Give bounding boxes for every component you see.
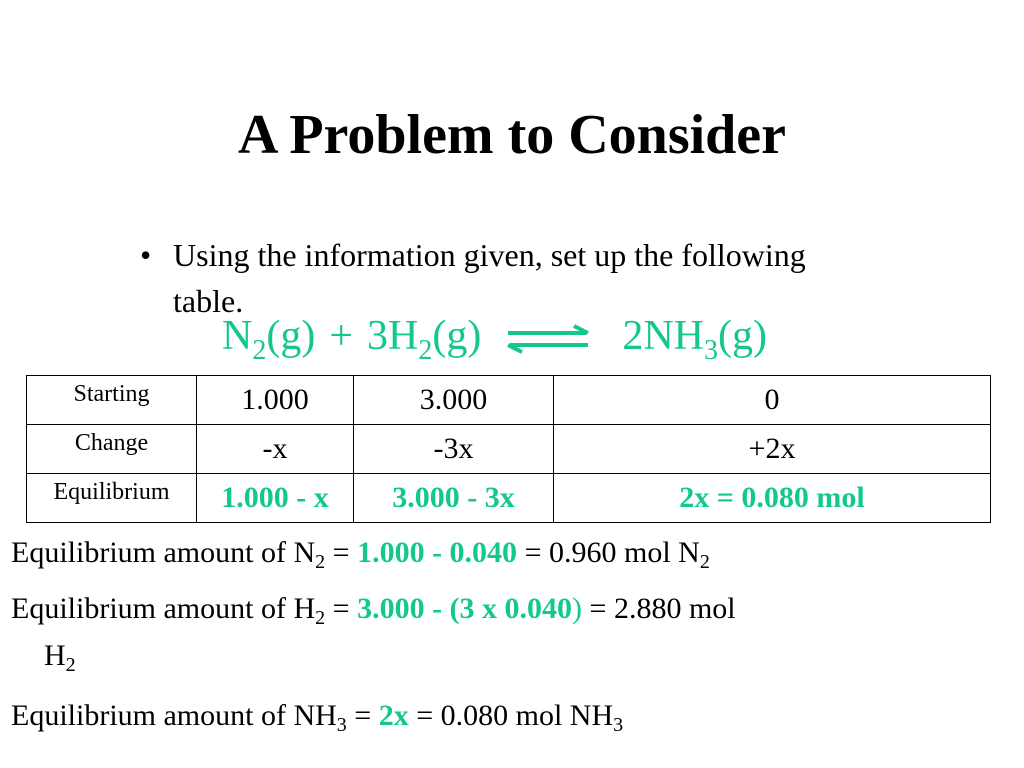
table-cell: -x — [197, 425, 354, 474]
row-label: Change — [27, 425, 197, 474]
table-cell: 0 — [554, 376, 991, 425]
result-h2-wrap: $H_2$ — [44, 639, 76, 676]
reactant-h2: $3H_2(g)$ — [367, 313, 482, 366]
table-cell: 3.000 — [354, 376, 554, 425]
reaction-equation — [222, 306, 767, 370]
row-label: Starting — [27, 376, 197, 425]
table-row-change — [27, 425, 991, 474]
bullet-text: Using the information given, set up the following table. — [173, 237, 806, 319]
bullet-marker: • — [140, 237, 152, 273]
product-nh3: $2NH_3(g)$ — [622, 313, 767, 366]
reactant-n2: $N_2(g)$ — [222, 313, 316, 366]
plus-sign: + — [329, 313, 354, 359]
table-cell: -3x — [354, 425, 554, 474]
table-cell: 2x = 0.080 mol — [554, 474, 991, 523]
table-cell: 1.000 — [197, 376, 354, 425]
table-row-equilibrium — [27, 474, 991, 523]
table-cell: +2x — [554, 425, 991, 474]
result-n2: Equilibrium amount of $N_2 = 1.000 - 0.040 = 0.960$ mol $N_2$ — [11, 536, 710, 573]
table-cell: 3.000 - 3x — [354, 474, 554, 523]
equilibrium-arrow-icon — [506, 324, 590, 354]
row-label: Equilibrium — [27, 474, 197, 523]
slide-title: A Problem to Consider — [237, 104, 787, 166]
result-h2: Equilibrium amount of $H_2 = 3.000 - (3$ x 0.040) = 2.880 mol — [11, 592, 736, 629]
table-cell: 1.000 - x — [197, 474, 354, 523]
table-row-starting — [27, 376, 991, 425]
result-nh3: Equilibrium amount of $NH_3 = 2x = 0.080$ mol $NH_3$ — [11, 699, 624, 736]
ice-table — [26, 375, 991, 523]
